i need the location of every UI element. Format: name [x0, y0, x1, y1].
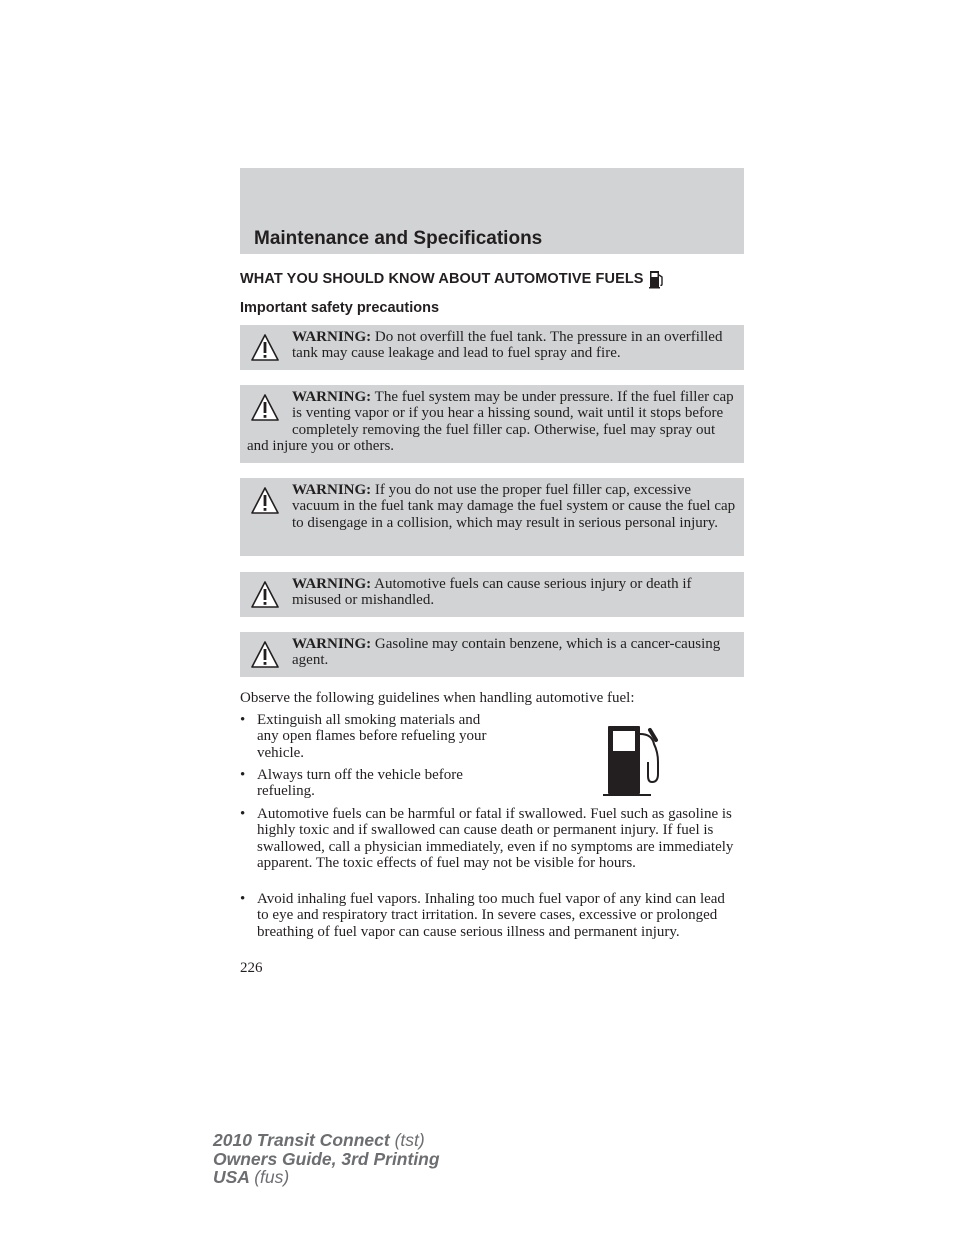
- footer-line-1: [213, 1131, 440, 1150]
- list-item: [240, 891, 744, 957]
- warning-box: [240, 572, 744, 617]
- warning-triangle-icon: [250, 486, 280, 516]
- footer-market: USA: [213, 1167, 250, 1187]
- warning-box: [240, 632, 744, 677]
- document-footer: [213, 1131, 440, 1187]
- bullet-dot: •: [240, 767, 246, 783]
- warning-text: Automotive fuels can cause serious injury or death if misused or mishandled.: [292, 576, 692, 609]
- warning-text: The fuel system may be under pressure. If the fuel filler cap is venting vapor or if you hear a hissing sound, wait until it stops before completely removing the fuel filler cap. Otherwise, fuel may spray out and injure you or others.: [247, 389, 734, 455]
- warning-label: WARNING:: [292, 636, 372, 652]
- warning-triangle-icon: [250, 333, 280, 363]
- warning-text: If you do not use the proper fuel filler cap, excessive vacuum in the fuel tank may damage the fuel system or cause the fuel cap to disengage in a collision, which may result in serious personal injury.: [292, 482, 736, 531]
- list-item-text: Extinguish all smoking materials and any open flames before refueling your vehicle.: [257, 712, 487, 761]
- bullet-dot: •: [240, 712, 246, 728]
- footer-model-code: (tst): [394, 1130, 425, 1150]
- warning-box: [240, 385, 744, 463]
- chapter-title: Maintenance and Specifications: [254, 228, 543, 249]
- list-item-text: Avoid inhaling fuel vapors. Inhaling too much fuel vapor of any kind can lead to eye and respiratory tract irritation. In severe cases, excessive or prolonged breathing of fuel vapor can cause serious illness and permanent injury.: [257, 891, 725, 940]
- warning-text: Do not overfill the fuel tank. The pressure in an overfilled tank may cause leakage and lead to fuel spray and fire.: [292, 329, 723, 362]
- bullet-dot: •: [240, 806, 246, 822]
- warning-label: WARNING:: [292, 482, 372, 498]
- footer-line-2: Owners Guide, 3rd Printing: [213, 1148, 440, 1169]
- warning-label: WARNING:: [292, 329, 372, 345]
- page-number: 226: [240, 960, 263, 976]
- bullet-dot: •: [240, 891, 246, 907]
- section-heading-text: WHAT YOU SHOULD KNOW ABOUT AUTOMOTIVE FUELS: [240, 271, 644, 287]
- section-heading: [240, 269, 666, 289]
- warning-label: WARNING:: [292, 576, 372, 592]
- footer-market-code: (fus): [254, 1167, 290, 1187]
- list-item-text: Automotive fuels can be harmful or fatal if swallowed. Fuel such as gasoline is highly toxic and if swallowed can cause death or permanent injury. If fuel is swallowed, call a physician immediately, even if no symptoms are immediately apparent. The toxic effects of fuel may not be visible for hours.: [257, 806, 734, 872]
- list-item: [240, 712, 495, 762]
- intro-paragraph: Observe the following guidelines when handling automotive fuel:: [240, 690, 635, 706]
- warning-box: [240, 325, 744, 370]
- warning-triangle-icon: [250, 640, 280, 670]
- footer-model: 2010 Transit Connect: [213, 1130, 390, 1150]
- fuel-pump-icon: [648, 269, 666, 289]
- list-item: [240, 767, 495, 801]
- warning-text: Gasoline may contain benzene, which is a cancer-causing agent.: [292, 636, 721, 669]
- list-item-text: Always turn off the vehicle before refueling.: [257, 767, 463, 800]
- chapter-header-band: [240, 168, 744, 254]
- warning-triangle-icon: [250, 393, 280, 423]
- warning-box: [240, 478, 744, 556]
- fuel-pump-illustration: [600, 722, 664, 800]
- list-item: [240, 806, 744, 888]
- warning-label: WARNING:: [292, 389, 372, 405]
- subheading: Important safety precautions: [240, 300, 440, 316]
- warning-triangle-icon: [250, 580, 280, 610]
- footer-line-3: [213, 1168, 440, 1187]
